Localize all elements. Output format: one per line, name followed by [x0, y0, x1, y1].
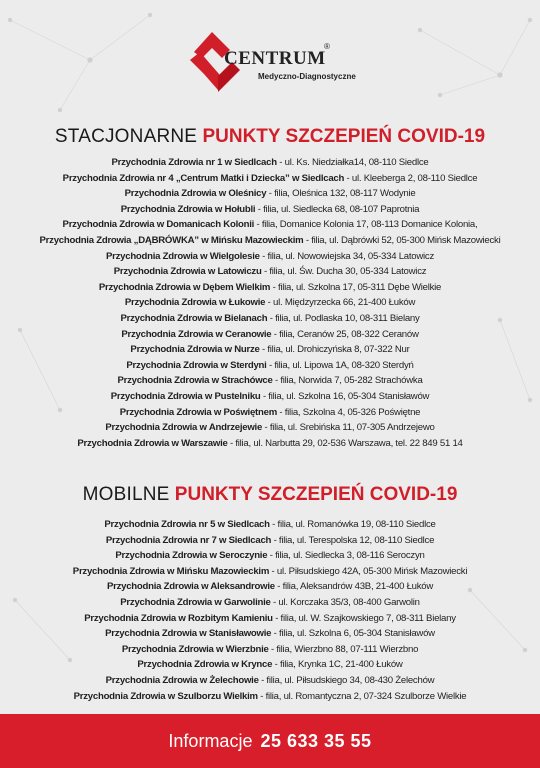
list-item — [0, 311, 540, 327]
clinic-address: - ul. Korczaka 35/3, 08-400 Garwolin — [270, 596, 420, 608]
clinic-address: - ul. Międzyrzecka 66, 21-400 Łuków — [265, 297, 416, 309]
clinic-address: - ul. Ks. Niedziałka14, 08-110 Siedlce — [276, 157, 429, 168]
clinic-address: - filia, ul. Lipowa 1A, 08-320 Sterdyń — [266, 359, 414, 371]
mobile-list — [0, 517, 540, 704]
clinic-name: Przychodnia Zdrowia w Pustelniku — [110, 390, 261, 402]
list-item — [0, 657, 540, 673]
list-item — [0, 327, 540, 343]
list-item — [0, 420, 540, 436]
clinic-address: - filia, ul. Piłsudskiego 34, 08-430 Żelechów — [258, 674, 435, 686]
clinic-address: - ul. Piłsudskiego 42A, 05-300 Mińsk Mazowiecki — [269, 565, 468, 577]
list-item — [0, 611, 540, 627]
list-item — [0, 548, 540, 564]
clinic-name: Przychodnia Zdrowia w Domanicach Kolonii — [62, 219, 255, 231]
clinic-address: - filia, ul. Szkolna 17, 05-311 Dębe Wielkie — [270, 281, 442, 293]
list-item — [0, 186, 540, 202]
list-item — [0, 280, 540, 296]
clinic-address: - filia, Aleksandrów 43B, 21-400 Łuków — [274, 581, 434, 593]
clinic-name: Przychodnia Zdrowia w Latowiczu — [113, 266, 262, 278]
info-label: Informacje — [168, 730, 253, 751]
clinic-address: - filia, ul. Siedlecka 68, 08-107 Paprotnia — [255, 203, 420, 215]
registered-mark: ® — [324, 42, 330, 51]
clinic-name: Przychodnia Zdrowia w Krynce — [137, 659, 273, 671]
clinic-name: Przychodnia Zdrowia w Andrzejewie — [105, 422, 263, 434]
clinic-address: - filia, Oleśnica 132, 08-117 Wodynie — [266, 188, 416, 200]
logo-name: CENTRUM — [224, 48, 326, 69]
clinic-address: - filia, ul. Terespolska 12, 08-110 Siedlce — [271, 534, 435, 546]
clinic-address: - filia, Domanice Kolonia 17, 08-113 Domanice Kolonia, — [254, 219, 478, 231]
clinic-address: - filia, ul. Podlaska 10, 08-311 Bielany — [267, 312, 420, 324]
list-item — [0, 673, 540, 689]
clinic-address: - filia, Szkolna 4, 05-326 Poświętne — [276, 406, 421, 418]
clinic-name: Przychodnia Zdrowia w Sterdyni — [126, 359, 267, 371]
list-item — [0, 264, 540, 280]
clinic-name: Przychodnia Zdrowia w Bielanach — [120, 312, 268, 324]
clinic-name: Przychodnia Zdrowia w Oleśnicy — [124, 188, 267, 200]
list-item — [0, 405, 540, 421]
stationary-title-prefix: STACJONARNE — [54, 126, 198, 147]
clinic-address: - filia, Krynka 1C, 21-400 Łuków — [272, 659, 403, 671]
clinic-address: - filia, ul. Dąbrówki 52, 05-300 Mińsk Mazowiecki — [303, 234, 501, 246]
logo-subtitle: Medyczno-Diagnostyczne — [258, 72, 356, 81]
clinic-name: Przychodnia Zdrowia w Poświętnem — [119, 406, 277, 418]
clinic-address: - filia, ul. Romantyczna 2, 07-324 Szulborze Wielkie — [257, 690, 467, 702]
list-item — [0, 171, 540, 187]
clinic-name: Przychodnia Zdrowia w Mińsku Mazowieckim — [72, 565, 270, 577]
clinic-address: - filia, ul. Św. Ducha 30, 05-334 Latowicz — [261, 266, 427, 278]
clinic-address: - ul. Kleeberga 2, 08-110 Siedlce — [344, 172, 478, 184]
stationary-list — [0, 155, 540, 451]
clinic-name: Przychodnia Zdrowia w Warszawie — [77, 437, 228, 449]
clinic-name: Przychodnia Zdrowia nr 7 w Siedlcach — [105, 534, 272, 546]
clinic-name: Przychodnia Zdrowia w Garwolinie — [120, 596, 271, 608]
list-item — [0, 295, 540, 311]
list-item — [0, 533, 540, 549]
list-item — [0, 595, 540, 611]
clinic-name: Przychodnia Zdrowia w Ceranowie — [121, 328, 272, 340]
clinic-name: Przychodnia Zdrowia w Wielgolesie — [105, 250, 260, 262]
clinic-name: Przychodnia Zdrowia w Seroczynie — [115, 550, 268, 562]
info-footer — [0, 714, 540, 768]
list-item — [0, 642, 540, 658]
mobile-title — [0, 484, 540, 506]
clinic-name: Przychodnia Zdrowia w Szulborzu Wielkim — [73, 690, 258, 702]
clinic-name: Przychodnia Zdrowia nr 1 w Siedlcach — [111, 157, 277, 168]
list-item — [0, 626, 540, 642]
clinic-address: - filia, ul. W. Szajkowskiego 7, 08-311 Bielany — [272, 612, 456, 624]
list-item — [0, 358, 540, 374]
phone-number[interactable]: 25 633 35 55 — [260, 730, 372, 751]
clinic-name: Przychodnia Zdrowia w Łukowie — [124, 297, 266, 309]
list-item — [0, 202, 540, 218]
clinic-address: - filia, ul. Nowowiejska 34, 05-334 Latowicz — [259, 250, 435, 262]
list-item — [0, 436, 540, 452]
clinic-name: Przychodnia Zdrowia nr 4 „Centrum Matki i Dziecka” w Siedlcach — [62, 172, 345, 184]
clinic-address: - filia, ul. Narbutta 29, 02-536 Warszawa, tel. 22 849 51 14 — [227, 437, 463, 449]
clinic-name: Przychodnia Zdrowia w Rozbitym Kamieniu — [84, 612, 273, 624]
list-item — [0, 579, 540, 595]
clinic-name: Przychodnia Zdrowia nr 5 w Siedlcach — [104, 519, 270, 530]
list-item — [0, 517, 540, 533]
clinic-name: Przychodnia Zdrowia w Żelechowie — [105, 674, 259, 686]
centrum-logo — [182, 22, 362, 100]
list-item — [0, 342, 540, 358]
stationary-title-main: PUNKTY SZCZEPIEŃ COVID-19 — [202, 126, 486, 147]
list-item — [0, 155, 540, 171]
mobile-title-main: PUNKTY SZCZEPIEŃ COVID-19 — [174, 484, 458, 505]
list-item — [0, 389, 540, 405]
clinic-name: Przychodnia Zdrowia w Nurze — [130, 344, 260, 356]
clinic-name: Przychodnia Zdrowia w Hołubli — [120, 203, 256, 215]
mobile-title-prefix: MOBILNE — [82, 484, 170, 505]
clinic-address: - filia, ul. Szkolna 6, 05-304 Stanisławów — [271, 628, 435, 640]
list-item — [0, 233, 540, 249]
clinic-name: Przychodnia Zdrowia w Stanisławowie — [105, 628, 272, 640]
clinic-address: - filia, ul. Szkolna 16, 05-304 Stanisławów — [260, 390, 430, 402]
list-item — [0, 249, 540, 265]
clinic-address: - filia, ul. Siedlecka 3, 08-116 Seroczyn — [267, 550, 425, 562]
clinic-name: Przychodnia Zdrowia w Wierzbnie — [121, 643, 269, 655]
list-item — [0, 564, 540, 580]
clinic-name: Przychodnia Zdrowia „DĄBRÓWKA” w Mińsku Mazowieckim — [39, 234, 304, 246]
clinic-address: - filia, ul. Romanówka 19, 08-110 Siedlce — [269, 519, 436, 530]
clinic-name: Przychodnia Zdrowia w Strachówce — [117, 375, 273, 387]
list-item — [0, 217, 540, 233]
clinic-address: - filia, Wierzbno 88, 07-111 Wierzbno — [268, 643, 419, 655]
clinic-address: - filia, Norwida 7, 05-282 Strachówka — [272, 375, 423, 387]
clinic-address: - filia, ul. Drohiczyńska 8, 07-322 Nur — [259, 344, 410, 356]
clinic-name: Przychodnia Zdrowia w Aleksandrowie — [106, 581, 275, 593]
stationary-title — [0, 126, 540, 148]
clinic-name: Przychodnia Zdrowia w Dębem Wielkim — [98, 281, 271, 293]
clinic-address: - filia, Ceranów 25, 08-322 Ceranów — [271, 328, 419, 340]
list-item — [0, 689, 540, 705]
list-item — [0, 373, 540, 389]
clinic-address: - filia, ul. Srebińska 11, 07-305 Andrzejewo — [262, 422, 435, 434]
